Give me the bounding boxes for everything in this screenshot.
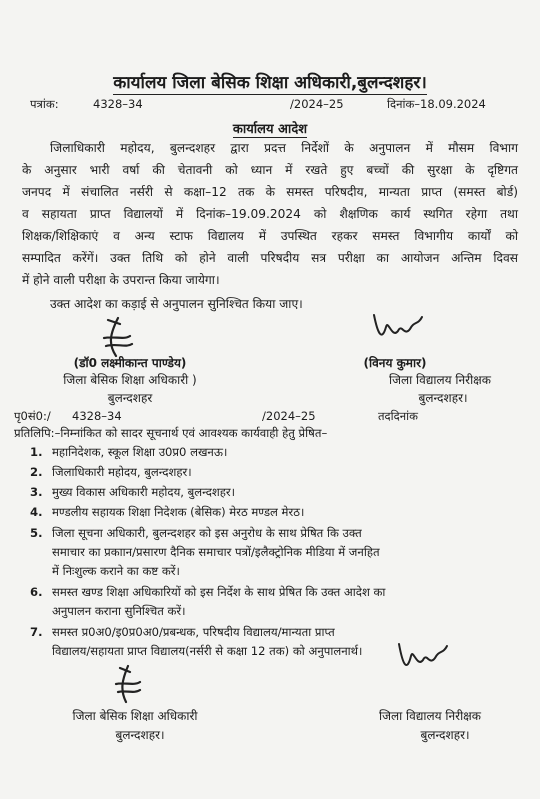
signatory-left-place: बुलन्दशहर (107, 391, 153, 405)
signatory-left-designation: जिला बेसिक शिक्षा अधिकारी ) (63, 373, 197, 387)
body-line: के अनुसार भारी वर्षा की चेतावनी को ध्यान में रखते हुए बच्चों की सुरक्षा के दृष्टिगत (22, 163, 518, 177)
copy-ref-label: पृ0सं0:/ (14, 409, 51, 423)
bottom-left-place: बुलन्दशहर। (115, 728, 165, 742)
copy-ref-number: 4328–34 (72, 409, 122, 423)
bottom-right-designation: जिला विद्यालय निरीक्षक (378, 709, 482, 723)
office-title: कार्यालय जिला बेसिक शिक्षा अधिकारी,बुलन्दशहर। (113, 73, 427, 93)
signature-left-bottom (112, 664, 146, 708)
list-item: 1. महानिदेशक, स्कूल शिक्षा उ0प्र0 लखनऊ। (30, 445, 228, 459)
list-item: 6. समस्त खण्ड शिक्षा अधिकारियों को इस निर्देश के साथ प्रेषित कि उक्त आदेश का अनुपालन कराना सुनिश्चित करें। (30, 585, 386, 618)
body-line: में होने वाली परीक्षा के उपरान्त किया जायेगा। (22, 273, 220, 287)
signatory-left-name: (डॉ0 लक्ष्मीकान्त पाण्डेय) (73, 356, 187, 370)
body-line: जनपद में संचालित नर्सरी से कक्षा–12 तक के समस्त परिषदीय, मान्यता प्राप्त (समस्त बोर्ड) (22, 185, 518, 199)
body-line: सम्पादित करेंगें। उक्त तिथि को होने वाली परिषदीय सत्र परीक्षा का आयोजन अन्तिम दिवस (22, 251, 518, 265)
signatory-right-designation: जिला विद्यालय निरीक्षक (388, 373, 492, 387)
list-item: 3. मुख्य विकास अधिकारी महोदय, बुलन्दशहर। (30, 485, 236, 499)
order-body (22, 137, 518, 315)
letter-year: /2024–25 (290, 97, 344, 111)
list-item: 7. समस्त प्र0अ0/इ0प्र0अ0/प्रबन्धक, परिषदीय विद्यालय/मान्यता प्राप्त विद्यालय/सहायता प्राप्त विद्यालय(नर्सरी से कक्षा 12 तक) को अनुपालनार्थ। (30, 625, 363, 658)
letter-number: 4328–34 (93, 97, 143, 111)
copy-ref-date: तददिनांक (378, 409, 418, 423)
compliance-line: उक्त आदेश का कड़ाई से अनुपालन सुनिश्चित किया जाए। (50, 297, 303, 311)
copy-ref-year: /2024–25 (262, 409, 316, 423)
body-line: शिक्षक/शिक्षिकाएं व अन्य स्टाफ विद्यालय में उपस्थित रहकर समस्त विभागीय कार्यों को (22, 229, 518, 243)
signatory-right-place: बुलन्दशहर। (418, 391, 468, 405)
list-item: 4. मण्डलीय सहायक शिक्षा निदेशक (बेसिक) मेरठ मण्डल मेरठ। (30, 505, 305, 519)
signature-right-top (370, 309, 426, 345)
letter-date: दिनांक–18.09.2024 (387, 97, 486, 111)
copy-intro: प्रतिलिपि:–निम्नांकित को सादर सूचनार्थ एवं आवश्यक कार्यवाही हेतु प्रेषित– (14, 426, 328, 440)
order-title: कार्यालय आदेश (232, 122, 308, 137)
body-line: जिलाधिकारी महोदय, बुलन्दशहर द्वारा प्रदत्त निर्देशों के अनुपालन में मौसम विभाग (50, 141, 518, 155)
bottom-right-place: बुलन्दशहर। (420, 728, 470, 742)
signature-right-bottom (395, 636, 451, 676)
list-item: 2. जिलाधिकारी महोदय, बुलन्दशहर। (30, 465, 192, 479)
copy-recipient-list (30, 443, 520, 662)
list-item: 5. जिला सूचना अधिकारी, बुलन्दशहर को इस अनुरोध के साथ प्रेषित कि उक्त समाचार का प्रकाान/प्रसारण दैनिक समाचार पत्रों/इलैक्ट्रोनिक मीडिया में जनहित में निःशुल्क कराने का कष्ट करें। (30, 526, 380, 578)
body-line: व सहायता प्राप्त विद्यालयों में दिनांक–19.09.2024 को शैक्षणिक कार्य स्थगित रहेगा तथा (22, 207, 518, 221)
signatory-right-name: (विनय कुमार) (363, 356, 427, 370)
letter-number-label: पत्रांक: (30, 97, 59, 111)
bottom-left-designation: जिला बेसिक शिक्षा अधिकारी (72, 709, 198, 723)
